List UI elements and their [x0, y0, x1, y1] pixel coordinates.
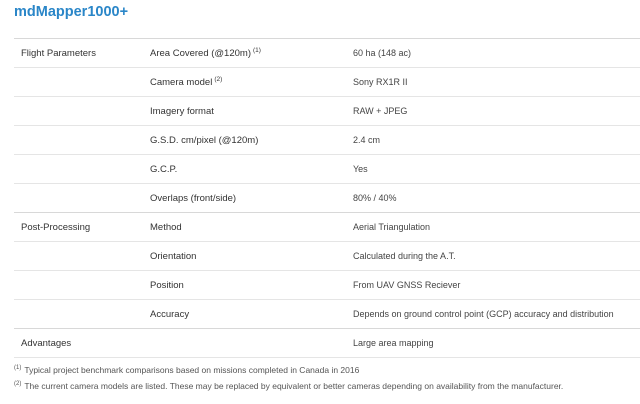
footnote-text: The current camera models are listed. These may be replaced by equivalent or better cameras depending on availability from the manufacturer. [24, 380, 564, 391]
parameter-value: 80% / 40% [353, 193, 397, 203]
table-row [14, 241, 640, 270]
footnotes [14, 360, 640, 392]
footnote [14, 376, 640, 392]
parameter-label [144, 106, 351, 117]
page-title: mdMapper1000+ [14, 4, 129, 20]
table-row [14, 328, 640, 358]
footnote-ref: (1) [253, 46, 261, 54]
parameter-label [144, 164, 351, 175]
table-row [14, 154, 640, 183]
parameter-label [144, 251, 351, 262]
parameter-name: Imagery format [150, 105, 214, 117]
parameter-value: Sony RX1R II [353, 77, 408, 87]
parameter-label [144, 47, 351, 59]
footnote-ref: (2) [214, 75, 223, 83]
table-row [14, 96, 640, 125]
parameter-name: Position [150, 279, 184, 291]
footnote-text: Typical project benchmark comparisons based on missions completed in Canada in 2016 [24, 364, 360, 375]
parameter-value: RAW + JPEG [353, 106, 408, 116]
section-label: Flight Parameters [21, 47, 96, 59]
specs-table [14, 38, 640, 358]
parameter-value: Yes [353, 164, 368, 174]
footnote-mark: (2) [14, 381, 22, 387]
section-label: Post-Processing [21, 221, 91, 233]
parameter-value: 2.4 cm [353, 135, 381, 145]
parameter-label [144, 222, 351, 233]
parameter-value: Large area mapping [353, 338, 434, 348]
footnote-mark: (1) [14, 365, 22, 371]
parameter-name: Orientation [150, 250, 197, 262]
parameter-name: Accuracy [150, 308, 190, 320]
table-row [14, 67, 640, 96]
parameter-label [144, 135, 351, 146]
parameter-value: From UAV GNSS Reciever [353, 280, 461, 290]
table-row [14, 212, 640, 241]
table-row [14, 299, 640, 328]
table-row [14, 270, 640, 299]
parameter-label [144, 280, 351, 291]
parameter-name: Camera model [150, 77, 213, 89]
parameter-label [144, 76, 351, 88]
parameter-value: Calculated during the A.T. [353, 251, 456, 261]
table-row [14, 183, 640, 212]
parameter-name: Area Covered (@120m) [150, 48, 251, 60]
parameter-value: Aerial Triangulation [353, 222, 431, 232]
table-row [14, 38, 640, 67]
section-label: Advantages [21, 337, 72, 349]
table-row [14, 125, 640, 154]
parameter-name: G.C.P. [150, 163, 178, 175]
parameter-name: Overlaps (front/side) [150, 192, 237, 204]
parameter-label [144, 309, 351, 320]
parameter-value: 60 ha (148 ac) [353, 48, 412, 58]
footnote [14, 360, 640, 376]
parameter-name: Method [150, 221, 182, 233]
parameter-name: G.S.D. cm/pixel (@120m) [150, 134, 259, 146]
parameter-label [144, 193, 351, 204]
parameter-value: Depends on ground control point (GCP) accuracy and distribution [353, 309, 614, 319]
